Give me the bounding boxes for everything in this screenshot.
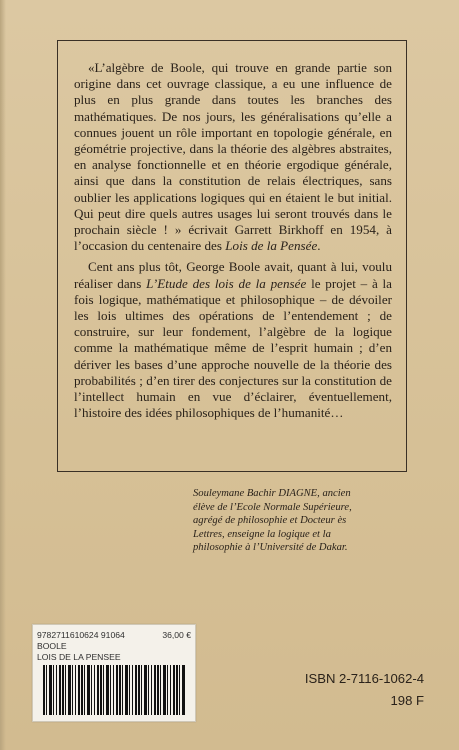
sticker-title: LOIS DE LA PENSEE: [37, 652, 121, 662]
sticker-price: 36,00 €: [162, 630, 191, 640]
blurb-work-title: L’Etude des lois de la pensée: [146, 275, 307, 291]
spine-fold: [0, 0, 6, 750]
price-sticker: [32, 624, 196, 722]
barcode: [43, 665, 185, 715]
sticker-top-row: [37, 630, 191, 642]
author-bio-line: philosophie à l’Université de Dakar.: [193, 542, 348, 554]
blurb-paragraph-2-text-a: Cent ans plus tôt, George Boole avait, quant à lui, voulu réaliser dans: [74, 259, 392, 291]
blurb-text: [74, 60, 392, 421]
sticker-code: 9782711610624 91064: [37, 630, 125, 640]
author-bio-line: agrégé de philosophie et Docteur ès: [193, 515, 347, 527]
blurb-book-title: Lois de la Pensée: [225, 238, 318, 254]
sticker-author: BOOLE: [37, 641, 67, 651]
author-bio-line: élève de l’Ecole Normale Supérieure,: [193, 501, 352, 513]
author-bio: [193, 487, 403, 555]
blurb-paragraph-2-text-b: le projet – à la fois logique, mathématique et philosophique – de dévoiler les lois ultimes des opérations de l’entendement ; de construire, sur leur fondement, l’algèbre de la logique comme la mathématique même de l’esprit humain ; d’en dériver les bases d’une approche nouvelle de la théorie des probabilités ; d’en tirer des conjectures sur la constitution de l’intellect humain en vue d’éclairer, éventuellement, l’histoire des idées philosophiques de l’humanité…: [74, 275, 392, 421]
isbn-label: ISBN 2-7116-1062-4: [304, 671, 424, 686]
blurb-paragraph-1-end: .: [317, 238, 321, 254]
blurb-paragraph-1-text: «L’algèbre de Boole, qui trouve en grande partie son origine dans cet ouvrage classique, a eu une influence de plus en plus grande dans toutes les branches des mathématiques. De nos jours, les généralisations qu’elle a connues jouent un rôle important en topologie générale, en géométrie projective, dans la théorie des algèbres abstraites, en analyse fonctionnelle et en théorie ergodique générale, ainsi que dans la constitution de relais électriques, sans oublier les applications logiques qui en étaient le but initial. Qui peut dire quels autres usages lui seront trouvés dans le prochain siècle ! » écrivait Garrett Birkhoff en 1954, à l’occasion du centenaire des: [74, 60, 392, 254]
blurb-paragraph-1: [74, 60, 392, 254]
blurb-paragraph-2: [74, 259, 392, 421]
author-bio-line: Souleymane Bachir DIAGNE, ancien: [193, 488, 351, 499]
author-bio-line: Lettres, enseigne la logique et la: [193, 528, 331, 540]
price-francs: 198 F: [390, 693, 424, 708]
